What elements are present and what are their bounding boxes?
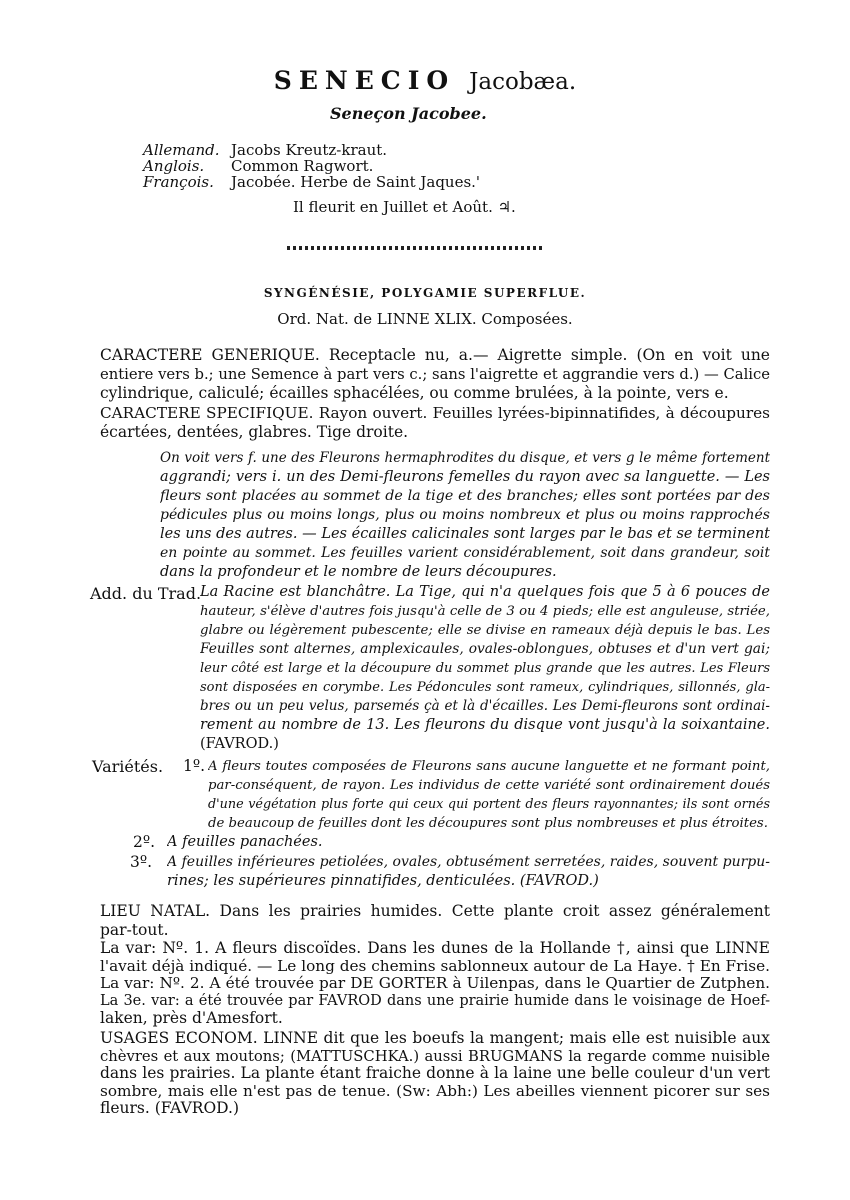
text-line: chèvres et aux moutons; (MATTUSCHKA.) aussi BRUGMANS la regarde comme nuisible [100, 1047, 770, 1065]
name-row [143, 142, 480, 158]
variety-number: 2º. [133, 833, 156, 851]
text-line: On voit vers f. une des Fleurons hermaphrodites du disque, et vers g le même fortement [160, 450, 770, 466]
text-line: rines; les supérieures pinnatifides, denticulées. (FAVROD.) [167, 873, 599, 889]
title-species: Jacobæa. [469, 69, 577, 95]
text-line: glabre ou légèrement pubescente; elle se divise en rameaux déjà depuis le bas. Les [200, 623, 770, 638]
text-line: fleurs. (FAVROD.) [100, 1100, 240, 1117]
page-title [0, 66, 850, 95]
text-line: A feuilles inférieures petiolées, ovales, obtusément serretées, raides, souvent purpu- [167, 854, 770, 870]
text-line: La 3e. var: a été trouvée par FAVROD dans une prairie humide dans le voisinage de Hoef- [100, 992, 770, 1009]
caractere-generique [100, 346, 770, 403]
name-language: Allemand. [143, 141, 220, 159]
text-line: La Racine est blanchâtre. La Tige, qui n'a quelques fois que 5 à 6 pouces de [200, 584, 770, 600]
variety-3-text [167, 853, 770, 891]
text-line: les uns des autres. — Les écailles calicinales sont larges par le bas et se terminent [160, 526, 770, 542]
text-line: LIEU NATAL. Dans les prairies humides. Cette plante croit assez généralement [100, 902, 770, 920]
text-line: d'une végétation plus forte qui ceux qui portent des fleurs rayonnantes; ils sont ornés [208, 797, 770, 812]
text-line: en pointe au sommet. Les feuilles varient considérablement, soit dans grandeur, soit [160, 545, 770, 561]
vernacular-names [143, 142, 480, 190]
natural-order: Ord. Nat. de LINNE XLIX. Composées. [277, 310, 573, 328]
title-genus: SENECIO [273, 66, 456, 95]
text-line: par-tout. [100, 921, 169, 939]
lieu-natal [100, 902, 770, 940]
text-line: CARACTERE SPECIFIQUE. Rayon ouvert. Feuilles lyrées-bipinnatifides, à découpures [100, 404, 770, 422]
text-line: bres ou un peu velus, parsemés çà et là d'écailles. Les Demi-fleurons sont ordinai- [200, 698, 770, 714]
text-line: dans les prairies. La plante étant fraiche donne à la laine une belle couleur d'un vert [100, 1065, 770, 1082]
variety-number: 1º. [183, 757, 206, 775]
text-line: A feuilles panachées. [167, 834, 323, 850]
name-language: Anglois. [143, 157, 205, 175]
text-line: entiere vers b.; une Semence à part vers c.; sans l'aigrette et aggrandie vers d.) — Calice [100, 366, 770, 383]
text-line: hauteur, s'élève d'autres fois jusqu'à celle de 3 ou 4 pieds; elle est anguleuse, striée, [200, 604, 770, 619]
text-line: USAGES ECONOM. LINNE dit que les boeufs la mangent; mais elle est nuisible aux [100, 1030, 770, 1047]
text-line: par-conséquent, de rayon. Les individus de cette variété sont ordinairement doués [208, 778, 770, 793]
text-line: La var: Nº. 1. A fleurs discoïdes. Dans les dunes de la Hollande †, ainsi que LINNE [100, 940, 770, 957]
text-line: cylindrique, caliculé; écailles sphacélées, ou comme brulées, à la pointe, vers e. [100, 384, 729, 402]
text-line: La var: Nº. 2. A été trouvée par DE GORTER à Uilenpas, dans le Quartier de Zutphen. [100, 975, 770, 992]
caractere-specifique [100, 404, 770, 442]
text-line: laken, près d'Amesfort. [100, 1010, 283, 1027]
name-value: Common Ragwort. [231, 157, 374, 175]
text-line: dans la profondeur et le nombre de leurs découpures. [160, 564, 557, 580]
name-value: Jacobs Kreutz-kraut. [231, 141, 388, 159]
text-line: A fleurs toutes composées de Fleurons sans aucune languette et ne formant point, [208, 759, 770, 774]
name-row [143, 174, 480, 190]
ornamental-divider [287, 246, 545, 250]
variety-1-text [208, 757, 770, 833]
usages-economiques [100, 1030, 770, 1118]
flowering-time: Il fleurit en Juillet et Août. ♃. [293, 198, 516, 216]
classification: SYNGÉNÉSIE, POLYGAMIE SUPERFLUE. [263, 286, 587, 300]
text-line: sont disposées en corymbe. Les Pédoncules sont rameux, cylindriques, sillonnés, gla- [200, 680, 770, 695]
text-line: (FAVROD.) [200, 736, 279, 752]
name-language: François. [143, 173, 214, 191]
text-line: leur côté est large et la découpure du sommet plus grande que les autres. Les Fleurs [200, 661, 770, 676]
text-line: écartées, dentées, glabres. Tige droite. [100, 423, 409, 441]
varietes-label: Variétés. [92, 757, 164, 776]
add-trad-text [200, 583, 770, 754]
name-row [143, 158, 480, 174]
description [160, 449, 770, 582]
page-subtitle: Seneçon Jacobee. [330, 104, 487, 123]
variety-notes [100, 940, 770, 1028]
text-line: Feuilles sont alternes, amplexicaules, ovales-oblongues, obtuses et d'un vert gai; [200, 641, 770, 657]
text-line: CARACTERE GENERIQUE. Receptacle nu, a.— Aigrette simple. (On en voit une [100, 346, 770, 364]
add-trad-label: Add. du Trad. [90, 584, 202, 603]
variety-number: 3º. [130, 853, 153, 871]
text-line: fleurs sont placées au sommet de la tige et des branches; elles sont portées par des [160, 488, 770, 504]
text-line: de beaucoup de feuilles dont les découpures sont plus nombreuses et plus étroites. [208, 816, 768, 831]
name-value: Jacobée. Herbe de Saint Jaques.' [231, 173, 481, 191]
variety-2-text [167, 833, 770, 852]
text-line: l'avait déjà indiqué. — Le long des chemins sablonneux autour de La Haye. † En Frise. [100, 957, 770, 975]
text-line: rement au nombre de 13. Les fleurons du disque vont jusqu'à la soixantaine. [200, 717, 770, 733]
text-line: sombre, mais elle n'est pas de tenue. (Sw: Abh:) Les abeilles viennent picorer sur ses [100, 1082, 770, 1100]
text-line: aggrandi; vers i. un des Demi-fleurons femelles du rayon avec sa languette. — Les [160, 469, 770, 485]
text-line: pédicules plus ou moins longs, plus ou moins nombreux et plus ou moins rapprochés [160, 507, 770, 523]
